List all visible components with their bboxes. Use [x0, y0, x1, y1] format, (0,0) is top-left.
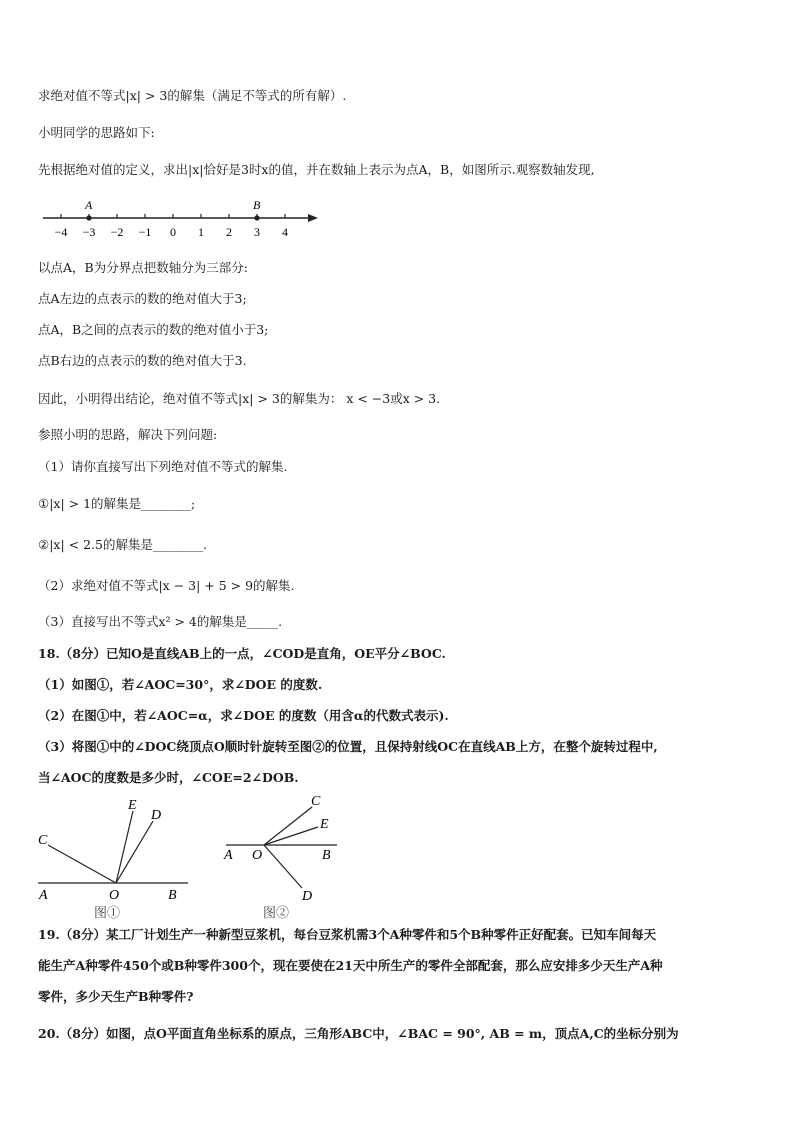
number-line-tick-label: −4	[54, 225, 68, 239]
fig1-label-b: B	[168, 888, 177, 903]
problem-18-part-3: （3）将图①中的∠DOC绕顶点O顺时针旋转至图②的位置，且保持射线OC在直线AB上方，在整个旋转过程中,	[38, 739, 658, 754]
number-line	[38, 196, 338, 244]
point-a-label: A	[85, 198, 93, 212]
point-b-dot	[254, 215, 259, 220]
thought-step-4: 点A，B之间的点表示的数的绝对值小于3;	[38, 322, 269, 337]
task-intro: 参照小明的思路，解决下列问题:	[38, 427, 218, 442]
fig2-label-c: C	[311, 795, 321, 809]
task-2: （2）求绝对值不等式|x − 3| + 5 > 9的解集.	[38, 578, 295, 593]
problem-20: 20.（8分）如图，点O平面直角坐标系的原点，三角形ABC中，∠BAC = 90°, AB = m，顶点A,C的坐标分别为	[38, 1026, 679, 1041]
problem-19-cont-1: 能生产A种零件450个或B种零件300个，现在要使在21天中所生产的零件全部配套，那么应安排多少天生产A种	[38, 958, 663, 973]
fig2-label-b: B	[322, 848, 331, 863]
number-line-tick-label: −3	[82, 225, 96, 239]
number-line-tick-label: −2	[110, 225, 124, 239]
task-3: （3）直接写出不等式x² > 4的解集是_____.	[38, 614, 283, 629]
figure-1	[36, 795, 196, 920]
thought-step-3: 点A左边的点表示的数的绝对值大于3;	[38, 291, 247, 306]
fig1-label-a: A	[39, 888, 48, 903]
problem-19: 19.（8分）某工厂计划生产一种新型豆浆机，每台豆浆机需3个A种零件和5个B种零件正好配套。已知车间每天	[38, 927, 657, 942]
number-line-tick-label: 4	[282, 225, 288, 239]
number-line-tick-label: 1	[198, 225, 204, 239]
fig1-caption: 图①	[94, 905, 121, 920]
fig1-label-o: O	[109, 888, 120, 903]
point-a-dot	[86, 215, 91, 220]
problem-19-cont-2: 零件，多少天生产B种零件?	[38, 989, 194, 1004]
number-line-tick-label: 3	[254, 225, 260, 239]
problem-18-part-3-cont: 当∠AOC的度数是多少时，∠COE=2∠DOB.	[38, 770, 299, 785]
thought-step-5: 点B右边的点表示的数的绝对值大于3.	[38, 353, 247, 368]
thought-step-1: 先根据绝对值的定义，求出|x|恰好是3时x的值，并在数轴上表示为点A，B，如图所示.观察数轴发现,	[38, 162, 595, 177]
point-b-label: B	[253, 198, 261, 212]
task-1-a: ①|x| > 1的解集是________;	[38, 496, 196, 511]
problem-18-part-1: （1）如图①，若∠AOC=30°，求∠DOE 的度数.	[38, 677, 323, 692]
problem-18-part-2: （2）在图①中，若∠AOC=α，求∠DOE 的度数（用含α的代数式表示).	[38, 708, 449, 723]
fig1-label-d: D	[151, 808, 162, 823]
fig2-label-d: D	[302, 889, 313, 904]
problem-18: 18.（8分）已知O是直线AB上的一点，∠COD是直角，OE平分∠BOC.	[38, 646, 446, 661]
thought-intro: 小明同学的思路如下:	[38, 125, 155, 140]
fig2-caption: 图②	[263, 905, 290, 920]
task-1-b: ②|x| < 2.5的解集是________.	[38, 537, 207, 552]
fig1-label-c: C	[38, 833, 48, 848]
thought-step-2: 以点A，B为分界点把数轴分为三部分:	[38, 260, 248, 275]
fig2-label-a: A	[224, 848, 233, 863]
thought-conclusion: 因此，小明得出结论，绝对值不等式|x| > 3的解集为： x < −3或x > 3.	[38, 391, 441, 406]
number-line-tick-label: −1	[138, 225, 152, 239]
number-line-tick-label: 2	[226, 225, 232, 239]
problem-statement: 求绝对值不等式|x| > 3的解集（满足不等式的所有解）.	[38, 88, 347, 103]
fig2-label-o: O	[252, 848, 263, 863]
fig1-label-e: E	[128, 798, 137, 813]
task-1: （1）请你直接写出下列绝对值不等式的解集.	[38, 459, 288, 474]
fig2-label-e: E	[320, 817, 329, 832]
figure-2	[222, 795, 352, 920]
number-line-tick-label: 0	[170, 225, 176, 239]
